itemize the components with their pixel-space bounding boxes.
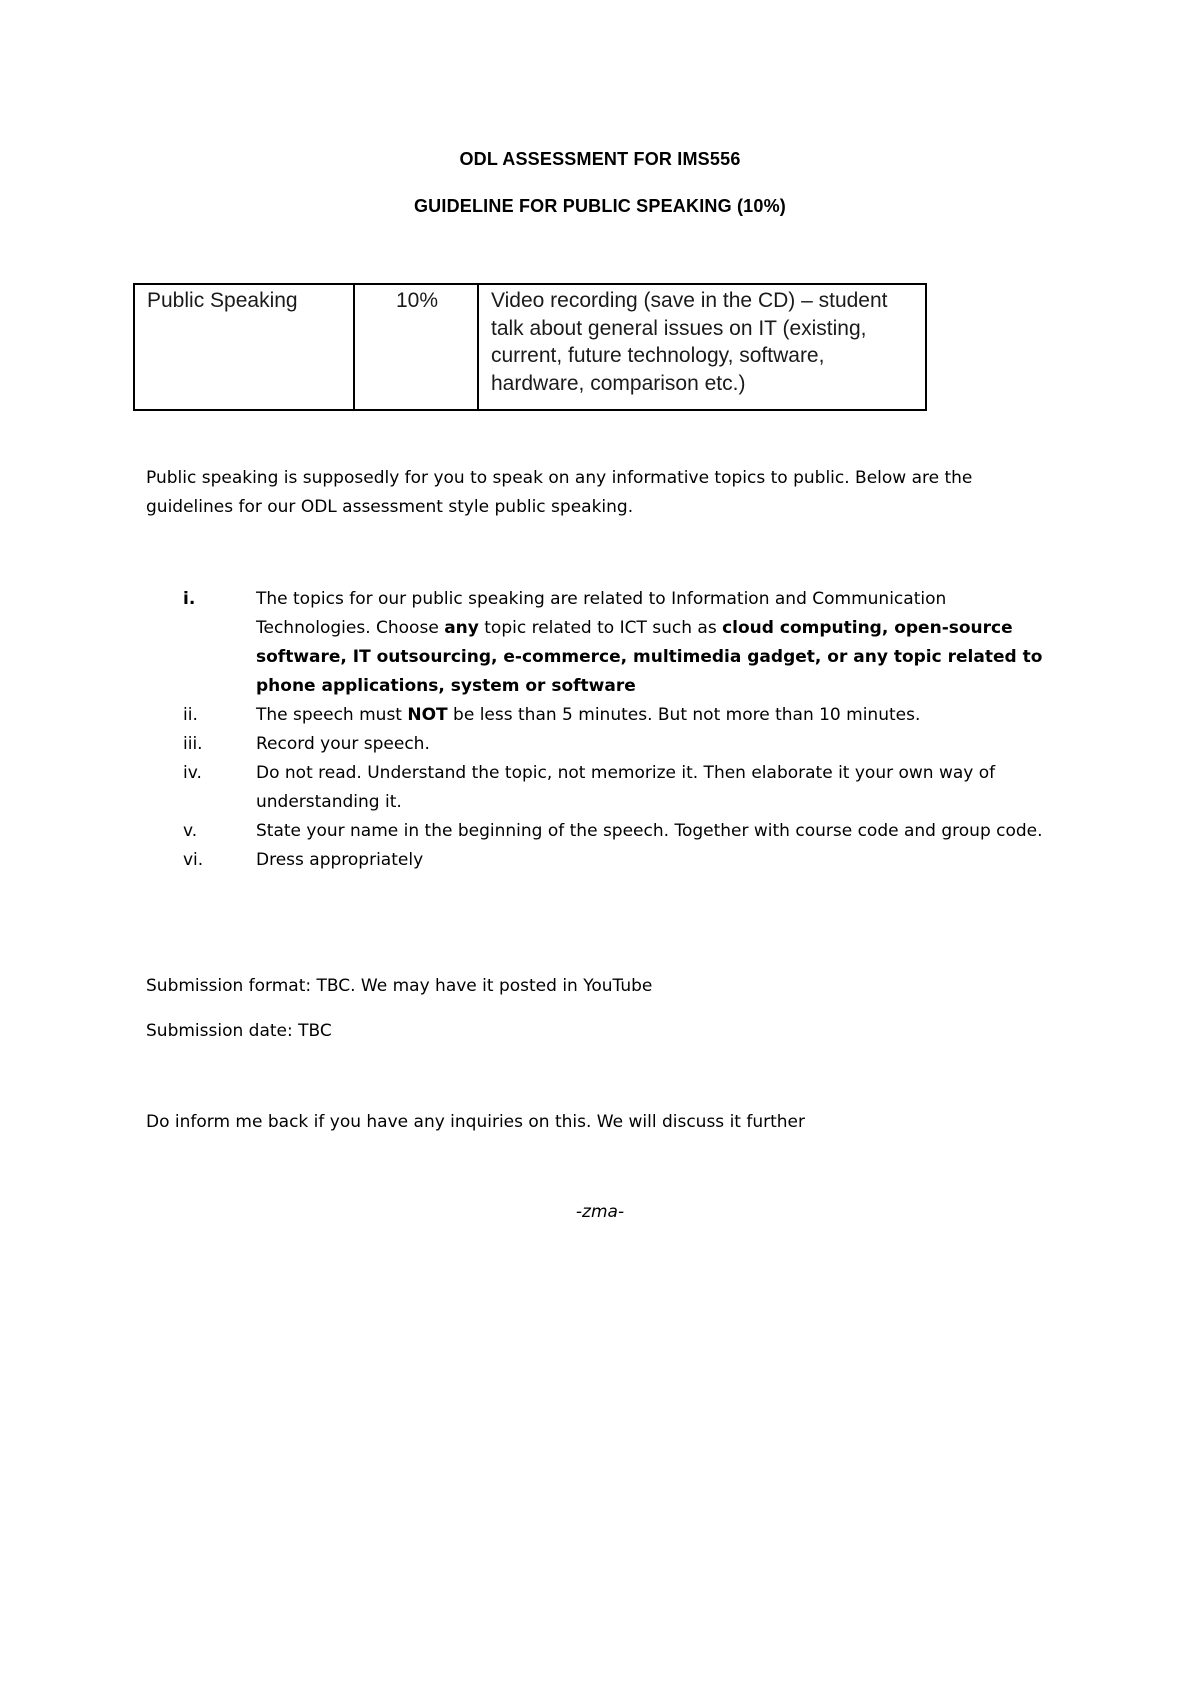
guideline-emphasis: cloud computing, open-source software, IT outsourcing, e-commerce, multimedia gadget, or any topic related to phone applications, system or software — [256, 618, 1043, 696]
list-item — [146, 701, 1046, 730]
author-signature: -zma- — [575, 1202, 625, 1222]
guideline-text: The speech must — [256, 705, 408, 725]
guideline-emphasis: NOT — [407, 705, 448, 725]
guideline-text: The topics for our public speaking are related to Information and Communication Technologies. Choose — [256, 589, 947, 638]
document-title: ODL ASSESSMENT FOR IMS556 — [459, 149, 741, 169]
submission-format: Submission format: TBC. We may have it posted in YouTube — [146, 976, 653, 996]
weight-cell: 10% — [354, 284, 478, 410]
guideline-text: topic related to ICT such as — [478, 618, 723, 638]
guideline-text: Do not read. Understand the topic, not memorize it. Then elaborate it your own way of understanding it. — [256, 763, 996, 812]
intro-paragraph: Public speaking is supposedly for you to speak on any informative topics to public. Below are the guidelines for our ODL assessment style public speaking. — [146, 468, 973, 517]
list-marker: iv. — [183, 763, 202, 783]
assessment-summary-table — [133, 283, 927, 411]
list-marker: i. — [183, 589, 196, 609]
guideline-text: State your name in the beginning of the speech. Together with course code and group code. — [256, 821, 1043, 841]
list-item — [146, 817, 1046, 846]
guideline-emphasis: any — [444, 618, 479, 638]
list-item — [146, 846, 1046, 875]
list-marker: iii. — [183, 734, 203, 754]
guideline-text: be less than 5 minutes. But not more than 10 minutes. — [447, 705, 921, 725]
component-cell: Public Speaking — [134, 284, 354, 410]
list-marker: ii. — [183, 705, 198, 725]
list-item — [146, 585, 1046, 701]
list-item — [146, 759, 1046, 817]
guideline-text: Dress appropriately — [256, 850, 424, 870]
list-item — [146, 730, 1046, 759]
table-row — [134, 284, 926, 410]
guideline-list — [146, 585, 1046, 875]
guideline-text: Record your speech. — [256, 734, 430, 754]
list-marker: vi. — [183, 850, 204, 870]
list-marker: v. — [183, 821, 198, 841]
submission-date: Submission date: TBC — [146, 1021, 332, 1041]
document-subtitle: GUIDELINE FOR PUBLIC SPEAKING (10%) — [413, 196, 787, 216]
description-cell: Video recording (save in the CD) – student talk about general issues on IT (existing, current, future technology, software, hardware, comparison etc.) — [478, 284, 926, 410]
closing-paragraph: Do inform me back if you have any inquiries on this. We will discuss it further — [146, 1112, 805, 1132]
